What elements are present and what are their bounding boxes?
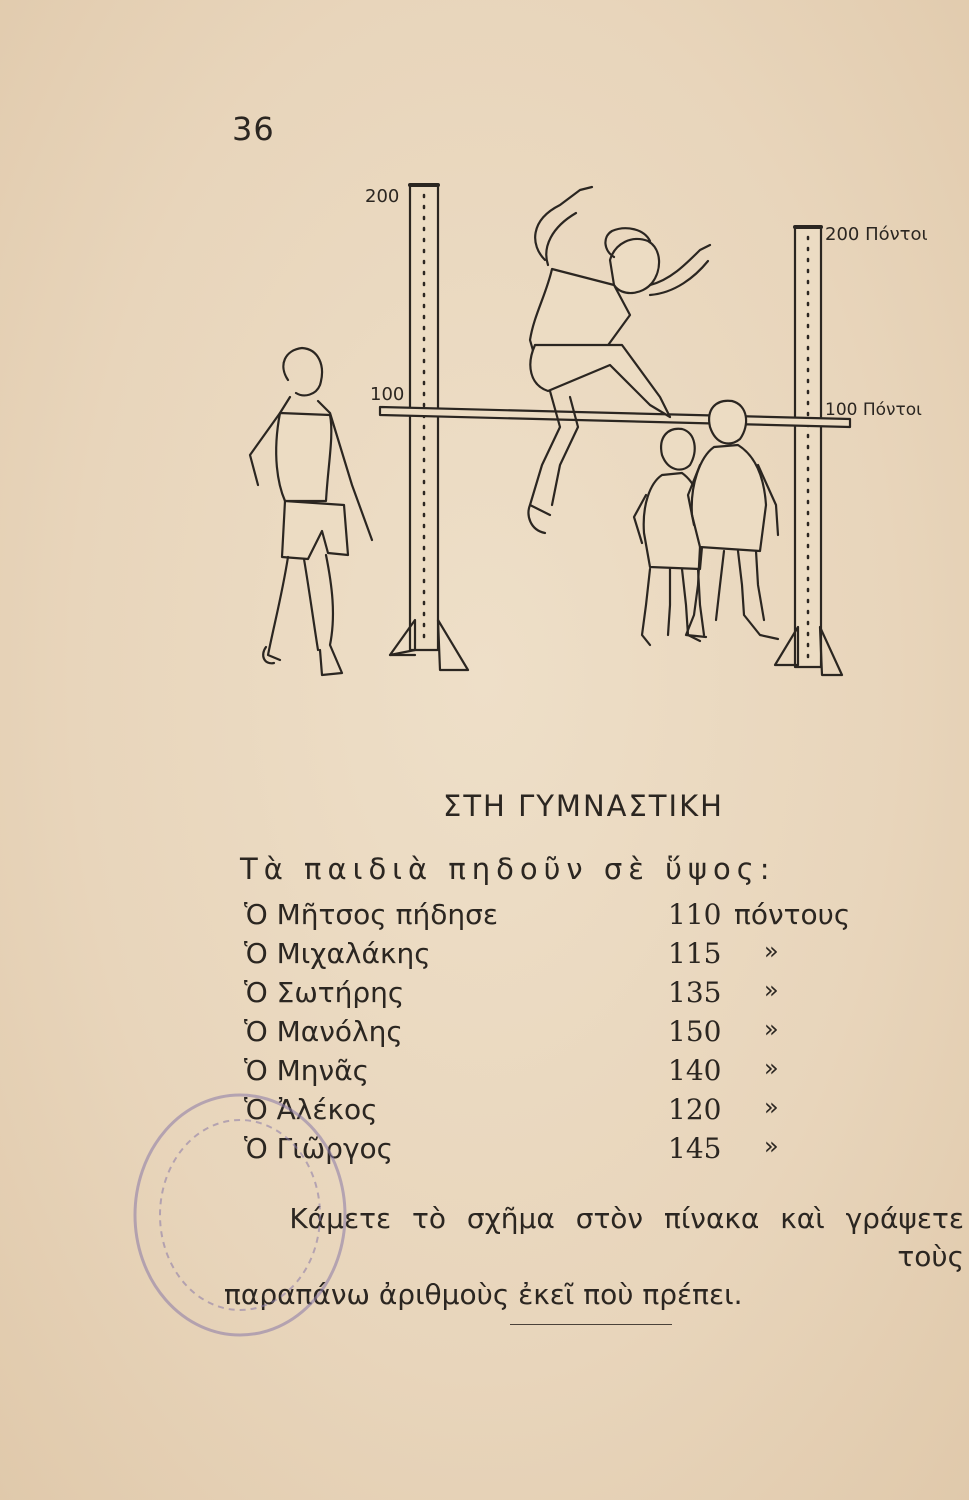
child-name: Ὁ Γιῶργος	[244, 1132, 394, 1165]
high-jump-illustration	[230, 165, 950, 705]
child-name: Ὁ Σωτήρης	[244, 976, 405, 1009]
unit-label: πόντους	[734, 898, 851, 931]
page-title: ΣΤΗ ΓΥΜΝΑΣΤΙΚΗ	[443, 789, 724, 824]
jump-height-value: 115	[668, 937, 722, 970]
list-item	[244, 1015, 884, 1054]
ditto-mark: »	[764, 976, 779, 1004]
left-post-mid-label: 100	[370, 384, 405, 405]
jump-height-value: 150	[668, 1015, 722, 1048]
child-name: Ὁ Μανόλης	[244, 1015, 403, 1048]
jump-height-value: 120	[668, 1093, 722, 1126]
page-number: 36	[232, 110, 275, 148]
right-post-top-label: 200 Πόντοι	[825, 224, 928, 245]
list-item	[244, 937, 884, 976]
end-rule-divider	[510, 1324, 672, 1325]
jump-height-value: 145	[668, 1132, 722, 1165]
list-item	[244, 898, 884, 937]
jump-height-value: 140	[668, 1054, 722, 1087]
ditto-mark: »	[764, 1093, 779, 1121]
boy-watching-figure	[250, 348, 372, 675]
left-post	[390, 185, 468, 670]
ditto-mark: »	[764, 1132, 779, 1160]
right-post	[775, 227, 842, 675]
jump-height-value: 110	[668, 898, 722, 931]
library-stamp-icon	[120, 1080, 360, 1350]
right-post-mid-label: 100 Πόντοι	[825, 400, 922, 420]
child-name: Ὁ Μῆτσος πήδησε	[244, 898, 498, 931]
intro-text: Τὰ παιδιὰ πηδοῦν σὲ ὕψος:	[240, 852, 776, 886]
instruction-line-1: Κάμετε τὸ σχῆμα στὸν πίνακα καὶ γράψετε τοὺς	[289, 1202, 964, 1273]
ditto-mark: »	[764, 1054, 779, 1082]
jump-height-value: 135	[668, 976, 722, 1009]
child-name: Ὁ Μηνᾶς	[244, 1054, 370, 1087]
left-post-top-label: 200	[365, 186, 400, 207]
ditto-mark: »	[764, 1015, 779, 1043]
child-name: Ὁ Ἀλέκος	[244, 1093, 378, 1126]
list-item	[244, 976, 884, 1015]
child-name: Ὁ Μιχαλάκης	[244, 937, 431, 970]
instruction-line-2: παραπάνω ἀριθμοὺς ἐκεῖ ποὺ πρέπει.	[224, 1278, 743, 1311]
ditto-mark: »	[764, 937, 779, 965]
crossbar	[380, 407, 850, 427]
